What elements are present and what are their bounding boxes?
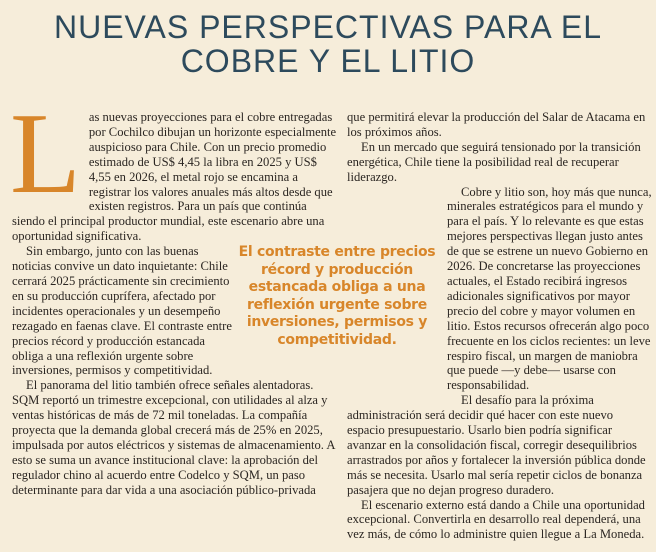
paragraph-4: que permitirá elevar la producción del Salar de Atacama en los próximos años. xyxy=(347,110,646,139)
paragraph-2: Sin embargo, junto con las buenas noticias convive un dato inquietante: Chile cerrará 2025 prácticamente sin crecimiento en su producción cuprífera, afectado por incidentes operacionales y un desempeño rezagado en faenas clave. El contraste entre precios récord y producción estancada obliga a una reflexión urgente sobre inversiones, permisos y competitividad. xyxy=(12,244,232,378)
pull-quote: El contraste entre precios récord y producción estancada obliga a una reflexión urgente sobre inversiones, permisos y competitividad. xyxy=(238,244,436,348)
paragraph-7: El desafío para la próxima administración será decidir qué hacer con este nuevo espacio presupuestario. Usarlo bien podría significar avanzar en la consolidación fiscal, corregir desequilibrios arrastrados por años y fortalecer la inversión pública donde más se necesita. Usarlo mal sería repetir ciclos de bonanza pasajera que no dejan progreso duradero. xyxy=(347,393,646,497)
paragraph-6-text: Cobre y litio son, hoy más que nunca, minerales estratégicos para el mundo y para el país. Y lo relevante es que estas mejores perspectivas llegan justo antes de que se estrene un nuevo Gobierno en 2026. De concretarse las proyecciones actuales, el Estado recibirá ingresos adicionales significativos por mayor precio del cobre y mayor volumen en litio. Estos recursos ofrecerán algo poco frecuente en los ciclos recientes: un leve respiro fiscal, un margen de maniobra que puede —y debe— usarse con responsabilidad. xyxy=(447,184,652,393)
headline-line-1: NUEVAS PERSPECTIVAS PARA EL xyxy=(53,9,603,45)
drop-cap: L xyxy=(10,90,81,218)
paragraph-5: En un mercado que seguirá tensionado por la transición energética, Chile tiene la posibilidad real de recuperar liderazgo. xyxy=(347,139,641,184)
paragraph-1: as nuevas proyecciones para el cobre entregadas por Cochilco dibujan un horizonte especialmente auspicioso para Chile. Con un precio promedio estimado de US$ 4,45 la libra en 2025 y US$ 4,55 en 2026, el metal rojo se encamina a registrar los valores anuales más altos desde que existen registros. Para un país que continúa siendo el principal productor mundial, este escenario abre una oportunidad significativa. xyxy=(12,110,337,244)
paragraph-8: El escenario externo está dando a Chile una oportunidad excepcional. Convertirla en desarrollo real dependerá, una vez más, de cómo lo administre quien llegue a La Moneda. xyxy=(347,497,645,542)
headline-line-2: COBRE Y EL LITIO xyxy=(180,43,476,79)
headline xyxy=(0,10,656,78)
paragraph-3: El panorama del litio también ofrece señales alentadoras. SQM reportó un trimestre excepcional, con utilidades al alza y ventas históricas de más de 72 mil toneladas. La compañía proyecta que la demanda global crecerá más de 25% en 2025, impulsada por autos eléctricos y sistemas de almacenamiento. A esto se suma un avance institucional clave: la aprobación del regulador chino al acuerdo entre Codelco y SQM, un paso determinante para dar vida a una asociación público-privada xyxy=(12,378,335,497)
